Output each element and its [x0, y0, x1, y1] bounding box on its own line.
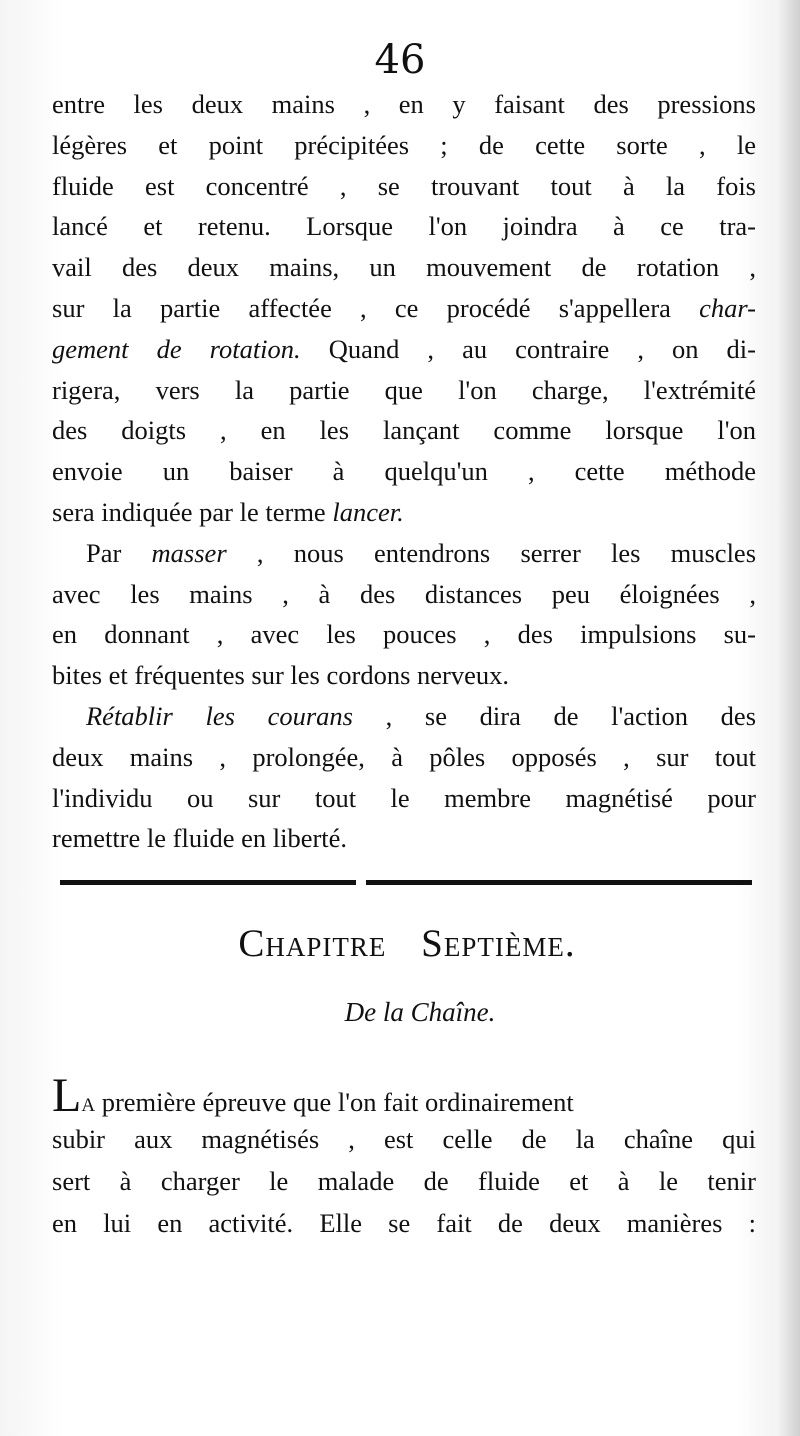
text-span: sera indiquée par le terme: [52, 496, 326, 527]
page-edge-shadow: [778, 0, 800, 1436]
text-span: , nous entendrons serrer les muscles: [256, 537, 757, 568]
text-line: en lui en activité. Elle se fait de deux manières :: [52, 1208, 756, 1238]
italic-term: masser: [151, 537, 227, 568]
text-line: [52, 492, 756, 533]
text-span: sur la partie affectée , ce procédé s'appellera: [52, 292, 671, 323]
page-number: 46: [374, 37, 426, 83]
divider-segment-left: [60, 880, 356, 885]
text-line: en donnant , avec les pouces , des impulsions su-: [52, 619, 756, 650]
text-line: entre les deux mains , en y faisant des pressions: [52, 89, 756, 119]
text-line: l'individu ou sur tout le membre magnétisé pour: [52, 782, 756, 813]
text-line: avec les mains , à des distances peu éloignées ,: [52, 578, 756, 609]
text-span: Par: [86, 537, 122, 568]
drop-cap: L: [52, 1069, 82, 1122]
text-block-top: [52, 84, 756, 859]
divider-segment-right: [366, 880, 752, 885]
drop-cap-rest: a: [81, 1087, 96, 1117]
chapter-title: Chapitre Septième.: [238, 922, 576, 965]
italic-term: char-: [699, 292, 756, 323]
text-line: deux mains , prolongée, à pôles opposés , sur tout: [52, 741, 756, 772]
text-line-dropcap: [52, 1069, 756, 1122]
text-line: légères et point précipitées ; de cette sorte , le: [52, 129, 756, 160]
text-line: vail des deux mains, un mouvement de rotation ,: [52, 252, 756, 283]
text-line: subir aux magnétisés , est celle de la chaîne qui: [52, 1124, 756, 1154]
text-line: lancé et retenu. Lorsque l'on joindra à ce tra-: [52, 211, 756, 242]
text-line: envoie un baiser à quelqu'un , cette méthode: [52, 456, 756, 487]
section-divider: [60, 880, 752, 886]
text-line: [52, 533, 756, 574]
text-line: bites et fréquentes sur les cordons nerveux.: [52, 660, 509, 691]
text-line: [52, 696, 756, 737]
text-line: des doigts , en les lançant comme lorsque l'on: [52, 415, 756, 446]
text-span: Quand , au contraire , on di-: [328, 333, 756, 364]
text-line: sert à charger le malade de fluide et à le tenir: [52, 1166, 756, 1196]
text-line: remettre le fluide en liberté.: [52, 823, 348, 854]
italic-term: lancer.: [332, 496, 404, 527]
chapter-subtitle: De la Chaîne.: [344, 997, 496, 1027]
italic-term: gement de rotation.: [52, 333, 301, 364]
text-line: fluide est concentré , se trouvant tout à la fois: [52, 170, 756, 201]
text-line: [52, 329, 756, 370]
text-span: , se dira de l'action des: [385, 700, 757, 731]
text-block-bottom: [52, 1069, 756, 1244]
italic-term: Rétablir les courans: [86, 700, 353, 731]
text-span: première épreuve que l'on fait ordinairement: [95, 1087, 574, 1117]
text-line: rigera, vers la partie que l'on charge, l'extrémité: [52, 374, 756, 405]
text-line: [52, 288, 756, 329]
